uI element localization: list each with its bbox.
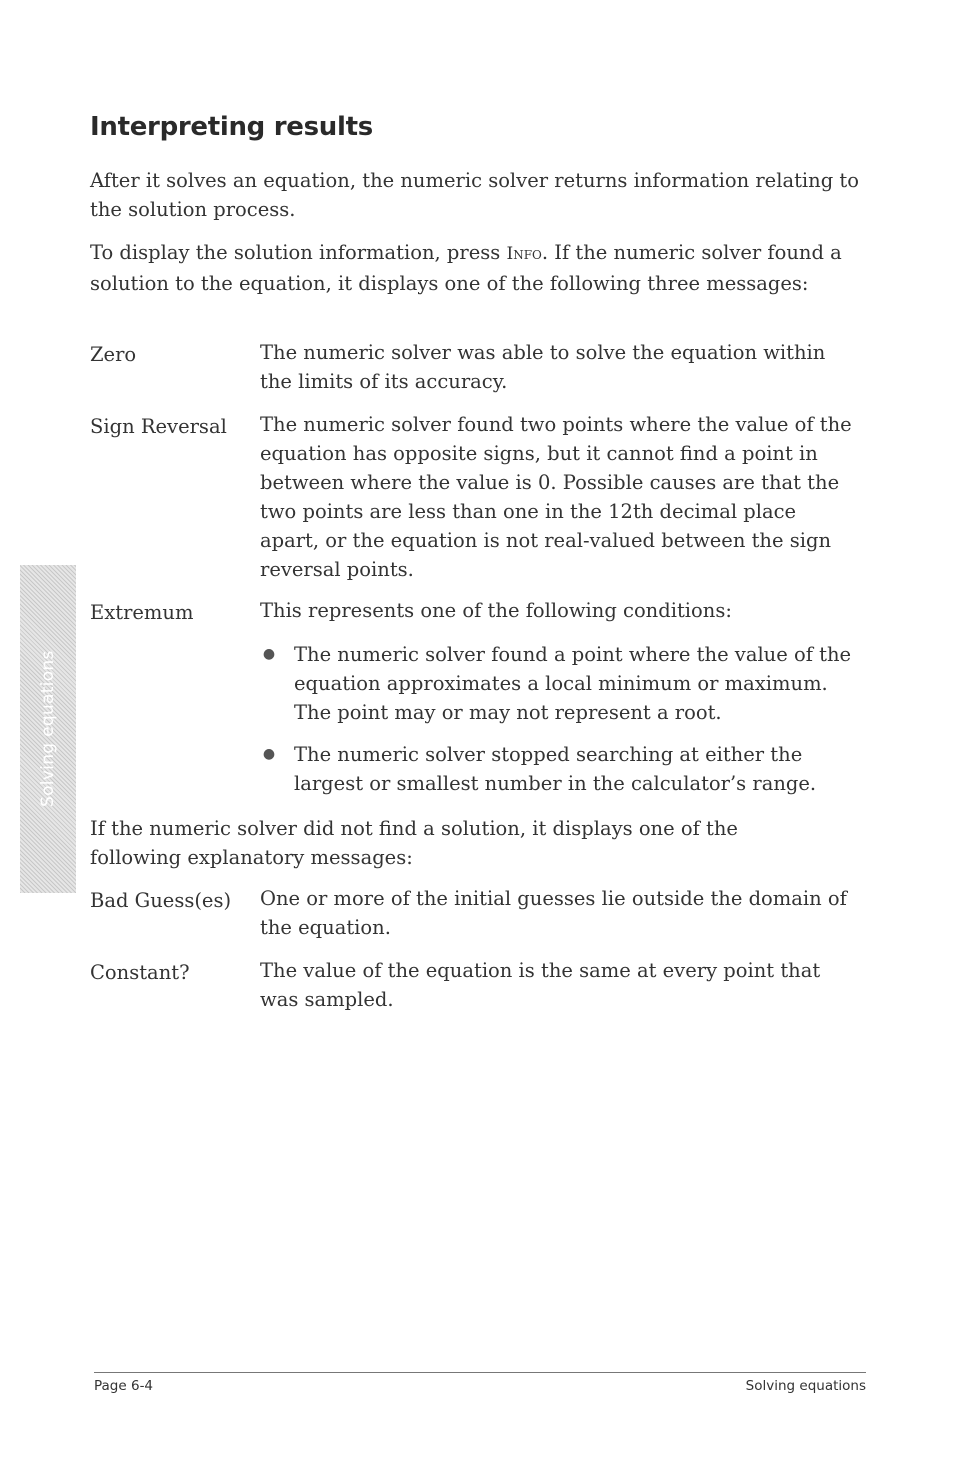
extremum-condition-text: The numeric solver stopped searching at either the largest or smallest number in the calculator’s range. — [294, 743, 817, 795]
bullet-icon: ● — [262, 646, 276, 662]
message-description-constant: The value of the equation is the same at every point that was sampled. — [260, 959, 821, 1011]
side-tab-label: Solving equations — [38, 650, 58, 808]
footer-section-name: Solving equations — [745, 1378, 866, 1394]
message-term-constant: Constant? — [90, 961, 190, 984]
footer-divider — [94, 1372, 866, 1373]
extremum-condition-text: The numeric solver found a point where the value of the equation approximates a local minimum or maximum. The point may or may not represent a root. — [294, 643, 852, 724]
display-info-before: To display the solution information, press — [90, 241, 507, 264]
display-info-after: . If the numeric solver found a solution to the equation, it displays one of the following three messages: — [90, 241, 842, 295]
info-key: Info — [506, 244, 542, 264]
not-found-paragraph: If the numeric solver did not find a solution, it displays one of the following explanatory messages: — [90, 817, 738, 869]
message-description-zero: The numeric solver was able to solve the equation within the limits of its accuracy. — [260, 341, 826, 393]
bullet-icon: ● — [262, 746, 276, 762]
message-description-sign-reversal: The numeric solver found two points where the value of the equation has opposite signs, but it cannot find a point in between where the value is 0. Possible causes are that the two points are less than one in the 12th decimal place apart, or the equation is not real-valued between the sign reversal points. — [260, 413, 852, 581]
page-title: Interpreting results — [90, 112, 373, 142]
message-term-sign-reversal: Sign Reversal — [90, 415, 227, 438]
message-term-zero: Zero — [90, 343, 137, 366]
message-description-bad-guesses: One or more of the initial guesses lie outside the domain of the equation. — [260, 887, 847, 939]
extremum-condition-item — [260, 740, 870, 798]
display-info-paragraph — [90, 238, 870, 298]
message-term-extremum: Extremum — [90, 601, 194, 624]
extremum-condition-item — [260, 640, 870, 727]
message-term-bad-guesses: Bad Guess(es) — [90, 889, 232, 912]
intro-paragraph: After it solves an equation, the numeric solver returns information relating to the solution process. — [90, 169, 859, 221]
message-description-extremum: This represents one of the following conditions: — [260, 599, 732, 622]
footer-page-number: Page 6-4 — [94, 1378, 154, 1394]
